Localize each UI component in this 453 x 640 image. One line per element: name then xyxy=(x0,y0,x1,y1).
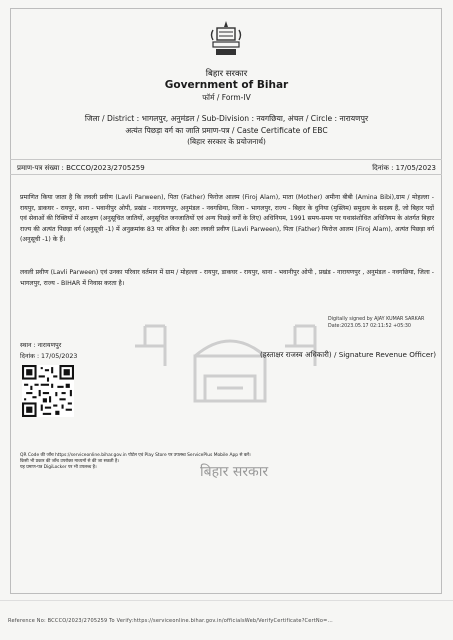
state-name-english: Government of Bihar xyxy=(164,79,289,91)
certification-paragraph: प्रमाणित किया जाता है कि लवली प्रवीण (Lavli Parween), पिता (Father) फिरोज आलम (Firoj Alam), माता (Mother) अमीना बीबी (Amina Bibi),ग्राम / मोहल्ला - रायपुर, डाकघर - रायपुर, थाना - भवानीपुर ओपी, प्रखंड - नारायणपुर, अनुमंडल - नवगछिया, जिला - भागलपुर, राज्य - बिहार के धुनिया (मुस्लिम) समुदाय के सदस्य हैं, जो बिहार पदों एवं सेवाओं की रिक्तियों में आरक्षण (अनुसूचित जातियों, अनुसूचित जनजातियों एवं अन्य पिछड़े वर्गों के लिए) अधिनियम, 1991 समय-समय पर यथासंशोधित अधिनियम के अंतर्गत बिहार राज्य की अत्यंत पिछड़ा वर्ग (अनुसूची -1) में अनुक्रमांक 83 पर अंकित है। अतः लवली प्रवीण (Lavli Parween), पिता (Father) फिरोज आलम (Firoj Alam), अत्यंत पिछड़ा वर्ग (अनुसूची -1) के हैं। xyxy=(20,194,434,244)
certificate-title: अत्यंत पिछड़ा वर्ग का जाति प्रमाण-पत्र / Caste Certificate of EBC xyxy=(125,126,328,135)
digital-signature-signer: Digitally signed by AJAY KUMAR SARKAR xyxy=(328,317,425,322)
reference-link[interactable]: Reference No: BCCCO/2023/2705259 To Verify:https://serviceonline.bihar.gov.in/officialsWeb/VerifyCertificate?CertNo=... xyxy=(8,618,333,624)
place-of-issue: स्थान : नारायणपुर xyxy=(20,342,62,349)
qr-instruction-line: QR Code की जाँच https://serviceonline.bihar.gov.in पोर्टल एवं Play Store पर उपलब्ध ServicePlus Mobile App से करें। xyxy=(20,453,251,458)
digital-signature xyxy=(328,316,424,330)
officer-signature-label: (हस्ताक्षर राजस्व अधिकारी) / Signature Revenue Officer) xyxy=(260,350,436,359)
divider-bottom xyxy=(10,174,442,175)
bihar-emblem-icon xyxy=(205,18,247,58)
qr-instructions xyxy=(20,453,320,472)
scan-artifact xyxy=(0,600,453,601)
purpose-line: (बिहार सरकार के प्रयोजनार्थ) xyxy=(187,137,266,146)
watermark-text: बिहार सरकार xyxy=(200,464,269,480)
form-number: फॉर्म / Form-IV xyxy=(202,93,251,102)
issue-date: दिनांक : 17/05/2023 xyxy=(20,353,78,360)
digital-signature-date: Date:2023.05.17 02:11:52 +05:30 xyxy=(328,324,411,329)
certificate-date: दिनांक : 17/05/2023 xyxy=(372,164,436,172)
residence-paragraph: लवली प्रवीण (Lavli Parween) एवं उनका परिवार वर्तमान में ग्राम / मोहल्ला - रायपुर, डाकघर - रायपुर, थाना - भवानीपुर ओपी , प्रखंड - नारायणपुर , अनुमंडल - नवगछिया, जिला - भागलपुर, राज्य - BIHAR में निवास करता है। xyxy=(20,269,434,287)
divider-top xyxy=(10,159,442,160)
qr-instruction-line: यह प्रमाण-पत्र DigiLocker पर भी उपलब्ध है। xyxy=(20,465,97,471)
location-line: जिला / District : भागलपुर, अनुमंडल / Sub-Division : नवगछिया, अंचल / Circle : नारायणपुर xyxy=(84,114,369,123)
certificate-number: प्रमाण-पत्र संख्या : BCCCO/2023/2705259 xyxy=(17,164,145,172)
state-name-hindi: बिहार सरकार xyxy=(205,69,248,79)
qr-instruction-line: किसी भी प्रकार की जाँच उपरोक्त माध्यमों से की जा सकती है। xyxy=(20,459,119,465)
verification-qr-code[interactable] xyxy=(22,365,74,417)
government-watermark xyxy=(135,316,325,476)
